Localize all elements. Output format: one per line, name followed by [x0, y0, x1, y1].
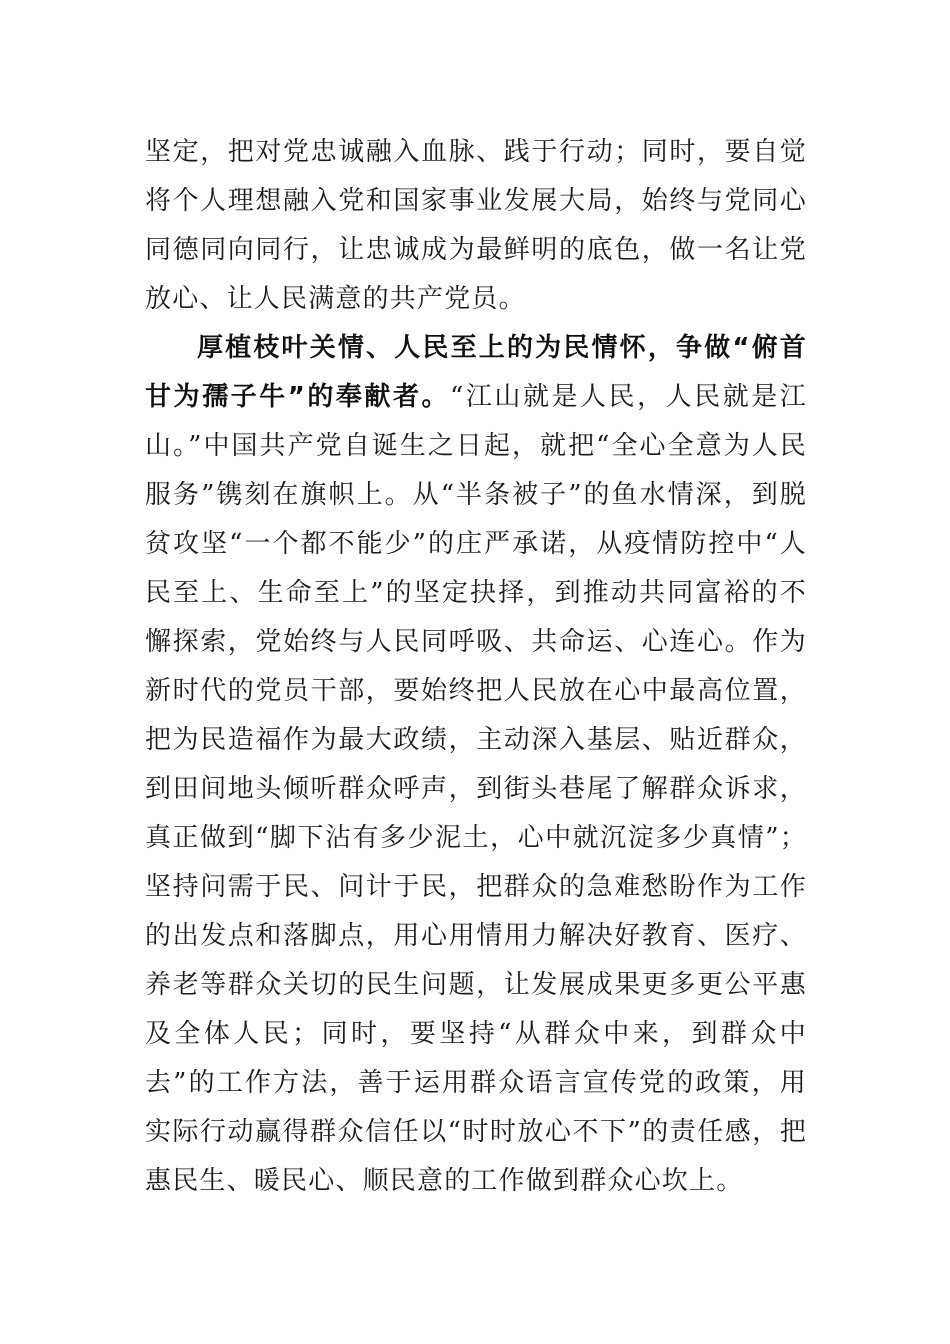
document-body: [145, 128, 807, 1206]
paragraph-lead-heading: 厚植枝叶关情、人民至上的为民情怀，争做“俯首甘为孺子牛”的奉献者。: [145, 333, 807, 412]
paragraph-service-to-people: [145, 324, 807, 1206]
paragraph-continuation: 坚定，把对党忠诚融入血脉、践于行动；同时，要自觉将个人理想融入党和国家事业发展大局，始终与党同心同德同向同行，让忠诚成为最鲜明的底色，做一名让党放心、让人民满意的共产党员。: [145, 137, 807, 314]
paragraph-body-text: “江山就是人民，人民就是江山。”中国共产党自诞生之日起，就把“全心全意为人民服务”镌刻在旗帜上。从“半条被子”的鱼水情深，到脱贫攻坚“一个都不能少”的庄严承诺，从疫情防控中“人民至上、生命至上”的坚定抉择，到推动共同富裕的不懈探索，党始终与人民同呼吸、共命运、心连心。作为新时代的党员干部，要始终把人民放在心中最高位置，把为民造福作为最大政绩，主动深入基层、贴近群众，到田间地头倾听群众呼声，到街头巷尾了解群众诉求，真正做到“脚下沾有多少泥土，心中就沉淀多少真情”；坚持问需于民、问计于民，把群众的急难愁盼作为工作的出发点和落脚点，用心用情用力解决好教育、医疗、养老等群众关切的民生问题，让发展成果更多更公平惠及全体人民；同时，要坚持“从群众中来，到群众中去”的工作方法，善于运用群众语言宣传党的政策，用实际行动赢得群众信任以“时时放心不下”的责任感，把惠民生、暖民心、顺民意的工作做到群众心坎上。: [145, 382, 807, 1196]
